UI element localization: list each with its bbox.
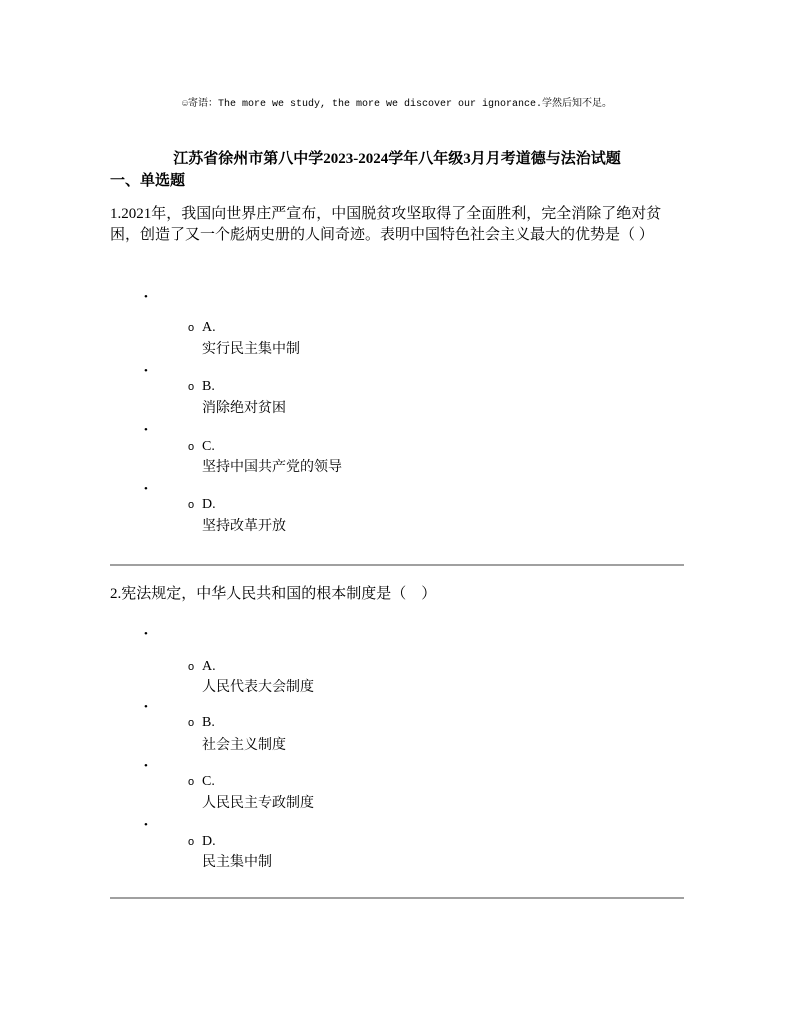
question-1-stem: 1.2021年，我国向世界庄严宣布，中国脱贫攻坚取得了全面胜利，完全消除了绝对贫困，创造了又一个彪炳史册的人间奇迹。表明中国特色社会主义最大的优势是（ ） — [110, 206, 662, 243]
option-letter: D. — [202, 834, 216, 849]
list-bullet: • — [144, 819, 148, 831]
list-bullet: • — [144, 365, 148, 377]
option-marker: o — [188, 717, 195, 729]
list-bullet: • — [144, 483, 148, 495]
option-marker: o — [188, 836, 195, 848]
option-marker: o — [188, 661, 195, 673]
option-text[interactable]: 人民代表大会制度 — [202, 680, 314, 695]
option-letter: B. — [202, 715, 215, 730]
option-letter: D. — [202, 497, 216, 512]
option-marker: o — [188, 441, 195, 453]
question-divider — [110, 897, 684, 899]
option-marker: o — [188, 322, 195, 334]
question-divider — [110, 564, 684, 566]
option-text[interactable]: 坚持中国共产党的领导 — [202, 460, 342, 475]
option-letter: A. — [202, 320, 216, 335]
option-text[interactable]: 民主集中制 — [202, 855, 272, 870]
list-bullet: • — [144, 424, 148, 436]
list-bullet: • — [144, 628, 148, 640]
question-2-stem: 2.宪法规定，中华人民共和国的根本制度是（ ） — [110, 586, 437, 602]
option-text[interactable]: 消除绝对贫困 — [202, 401, 286, 416]
page-title: 江苏省徐州市第八中学2023-2024学年八年级3月月考道德与法治试题 — [173, 151, 621, 167]
option-text[interactable]: 社会主义制度 — [202, 738, 286, 753]
option-letter: C. — [202, 774, 215, 789]
option-letter: C. — [202, 439, 215, 454]
option-text[interactable]: 实行民主集中制 — [202, 342, 300, 357]
list-bullet: • — [144, 760, 148, 772]
option-marker: o — [188, 499, 195, 511]
list-bullet: • — [144, 701, 148, 713]
section-heading: 一、单选题 — [110, 173, 186, 189]
list-bullet: • — [144, 291, 148, 303]
option-letter: A. — [202, 659, 216, 674]
option-marker: o — [188, 381, 195, 393]
option-letter: B. — [202, 379, 215, 394]
motto: ☺寄语：The more we study, the more we discover our ignorance.学然后知不足。 — [181, 99, 613, 110]
option-text[interactable]: 坚持改革开放 — [202, 519, 286, 534]
option-text[interactable]: 人民民主专政制度 — [202, 796, 314, 811]
option-marker: o — [188, 776, 195, 788]
